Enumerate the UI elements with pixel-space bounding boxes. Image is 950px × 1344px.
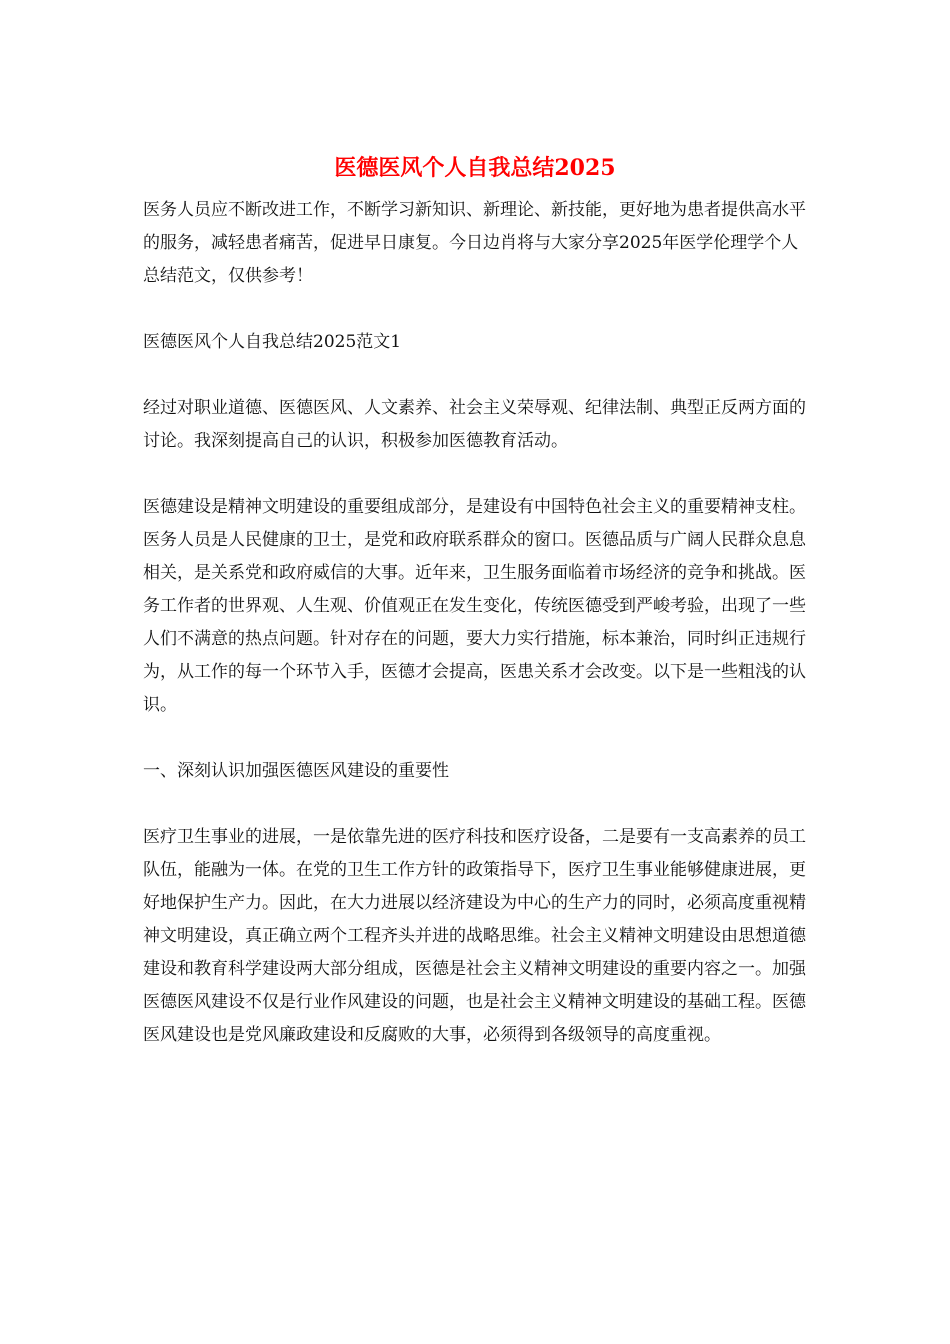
- body-paragraph-1: 经过对职业道德、医德医风、人文素养、社会主义荣辱观、纪律法制、典型正反两方面的讨论。我深刻提高自己的认识，积极参加医德教育活动。: [143, 398, 806, 451]
- document-body: [143, 194, 808, 1052]
- paragraph-gap: [143, 788, 808, 821]
- paragraph-gap: [143, 722, 808, 755]
- body-paragraph-3: 医疗卫生事业的进展，一是依靠先进的医疗科技和医疗设备，二是要有一支高素养的员工队伍，能融为一体。在党的卫生工作方针的政策指导下，医疗卫生事业能够健康进展，更好地保护生产力。因此，在大力进展以经济建设为中心的生产力的同时，必须高度重视精神文明建设，真正确立两个工程齐头并进的战略思维。社会主义精神文明建设由思想道德建设和教育科学建设两大部分组成，医德是社会主义精神文明建设的重要内容之一。加强医德医风建设不仅是行业作风建设的问题，也是社会主义精神文明建设的基础工程。医德医风建设也是党风廉政建设和反腐败的大事，必须得到各级领导的高度重视。: [143, 827, 806, 1045]
- document-title: 医德医风个人自我总结2025: [334, 155, 616, 181]
- paragraph-gap: [143, 359, 808, 392]
- section-heading: 医德医风个人自我总结2025范文1: [143, 332, 402, 352]
- subheading-1: 一、深刻认识加强医德医风建设的重要性: [143, 761, 449, 781]
- paragraph-gap: [143, 293, 808, 326]
- paragraph-gap: [143, 458, 808, 491]
- intro-paragraph: 医务人员应不断改进工作，不断学习新知识、新理论、新技能，更好地为患者提供高水平的服务，减轻患者痛苦，促进早日康复。今日边肖将与大家分享2025年医学伦理学个人总结范文，仅供参考！: [143, 200, 806, 286]
- body-paragraph-2: 医德建设是精神文明建设的重要组成部分，是建设有中国特色社会主义的重要精神支柱。医务人员是人民健康的卫士，是党和政府联系群众的窗口。医德品质与广阔人民群众息息相关，是关系党和政府威信的大事。近年来，卫生服务面临着市场经济的竞争和挑战。医务工作者的世界观、人生观、价值观正在发生变化，传统医德受到严峻考验，出现了一些人们不满意的热点问题。针对存在的问题，要大力实行措施，标本兼治，同时纠正违规行为，从工作的每一个环节入手，医德才会提高，医患关系才会改变。以下是一些粗浅的认识。: [143, 497, 806, 715]
